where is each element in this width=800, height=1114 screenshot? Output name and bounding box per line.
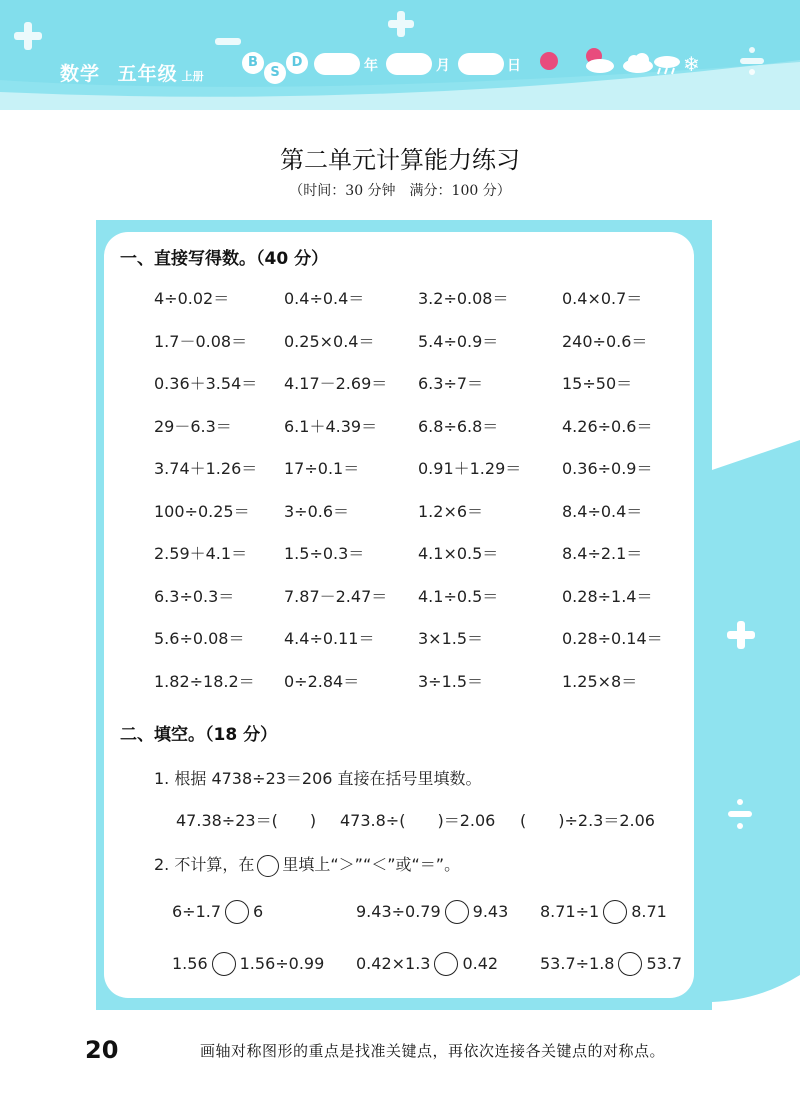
calc-item[interactable]: 5.4÷0.9＝ <box>418 331 499 351</box>
comparison-left: 0.42×1.3 <box>356 954 431 973</box>
comparison-right: 8.71 <box>631 902 667 921</box>
comparison-item <box>172 952 324 976</box>
calc-item[interactable]: 1.82÷18.2＝ <box>154 671 255 691</box>
q2-prompt-before: 2. 不计算，在 <box>154 855 255 874</box>
page-subtitle: （时间：30 分钟 满分：100 分） <box>289 183 511 199</box>
comparison-item <box>356 900 508 924</box>
calc-item[interactable]: 6.8÷6.8＝ <box>418 416 499 436</box>
q2-prompt-after: 里填上“＞”“＜”或“＝”。 <box>282 855 461 874</box>
comparison-item <box>540 952 682 976</box>
calc-item[interactable]: 1.2×6＝ <box>418 501 484 521</box>
q1-item-3[interactable]: ( )÷2.3＝2.06 <box>520 811 655 830</box>
comparison-right: 1.56÷0.99 <box>239 954 325 973</box>
answer-circle[interactable] <box>445 900 469 924</box>
answer-circle[interactable] <box>225 900 249 924</box>
calc-item[interactable]: 6.3÷7＝ <box>418 374 484 393</box>
circle-icon <box>257 855 279 877</box>
calc-item[interactable]: 0.28÷0.14＝ <box>562 629 663 648</box>
calc-item[interactable]: 0.4×0.7＝ <box>562 289 643 308</box>
comparison-left: 9.43÷0.79 <box>356 902 441 921</box>
calc-item[interactable]: 4.26÷0.6＝ <box>562 416 653 436</box>
q1-item-2[interactable]: 473.8÷( )＝2.06 <box>340 811 496 830</box>
calc-item[interactable]: 4.1×0.5＝ <box>418 544 499 563</box>
calc-item[interactable]: 8.4÷0.4＝ <box>562 501 643 521</box>
volume-label: 上册 <box>181 70 204 83</box>
calc-item[interactable]: 3×1.5＝ <box>418 629 484 648</box>
calc-item[interactable]: 4÷0.02＝ <box>154 289 230 308</box>
calc-item[interactable]: 2.59＋4.1＝ <box>154 544 248 563</box>
section1-heading: 一、直接写得数。（40 分） <box>120 249 329 269</box>
calc-item[interactable]: 0.36＋3.54＝ <box>154 374 258 393</box>
comparison-item <box>172 900 263 924</box>
calc-item[interactable]: 17÷0.1＝ <box>284 459 360 478</box>
edition-letter-b: B <box>242 52 264 74</box>
month-label: 月 <box>436 58 450 74</box>
page-number: 20 <box>85 1036 119 1064</box>
calc-item[interactable]: 7.87－2.47＝ <box>284 586 388 606</box>
edition-letter-s: S <box>264 62 286 84</box>
calc-item[interactable]: 0.91＋1.29＝ <box>418 459 522 478</box>
comparison-left: 53.7÷1.8 <box>540 954 615 973</box>
section2-heading: 二、填空。（18 分） <box>120 725 278 745</box>
page-title: 第二单元计算能力练习 <box>280 146 520 174</box>
calc-item[interactable]: 3.74＋1.26＝ <box>154 459 258 478</box>
comparison-left: 8.71÷1 <box>540 902 600 921</box>
calc-item[interactable]: 3÷1.5＝ <box>418 671 484 691</box>
subject-label: 数学 <box>60 63 101 85</box>
q1-item-1[interactable]: 47.38÷23＝( ) <box>176 811 317 830</box>
comparison-item <box>356 952 498 976</box>
calc-item[interactable]: 0.28÷1.4＝ <box>562 586 653 606</box>
calc-item[interactable]: 1.5÷0.3＝ <box>284 544 365 563</box>
grade-label: 五年级 <box>117 63 178 85</box>
calc-item[interactable]: 5.6÷0.08＝ <box>154 629 245 648</box>
calc-item[interactable]: 100÷0.25＝ <box>154 501 250 521</box>
q2-prompt <box>154 852 460 878</box>
answer-circle[interactable] <box>434 952 458 976</box>
snowflake-icon[interactable]: ❄ <box>683 52 700 76</box>
calc-item[interactable]: 0÷2.84＝ <box>284 671 360 691</box>
calc-item[interactable]: 240÷0.6＝ <box>562 331 648 351</box>
calc-item[interactable]: 1.25×8＝ <box>562 671 638 691</box>
calc-item[interactable]: 8.4÷2.1＝ <box>562 544 643 563</box>
calc-item[interactable]: 0.4÷0.4＝ <box>284 289 365 308</box>
calc-item[interactable]: 3.2÷0.08＝ <box>418 289 509 308</box>
year-label: 年 <box>364 58 378 74</box>
comparison-left: 6÷1.7 <box>172 902 222 921</box>
edition-letter-d: D <box>286 52 308 74</box>
calc-item[interactable]: 4.4÷0.11＝ <box>284 629 375 648</box>
calc-item[interactable]: 29－6.3＝ <box>154 416 232 436</box>
answer-circle[interactable] <box>603 900 627 924</box>
calc-item[interactable]: 0.25×0.4＝ <box>284 331 375 351</box>
day-label: 日 <box>507 58 521 74</box>
calc-item[interactable]: 1.7－0.08＝ <box>154 331 248 351</box>
comparison-right: 6 <box>253 902 264 921</box>
calc-item[interactable]: 0.36÷0.9＝ <box>562 459 653 478</box>
calc-item[interactable]: 4.1÷0.5＝ <box>418 586 499 606</box>
calc-item[interactable]: 6.1＋4.39＝ <box>284 416 378 436</box>
calc-item[interactable]: 6.3÷0.3＝ <box>154 586 235 606</box>
calc-item[interactable]: 4.17－2.69＝ <box>284 374 388 393</box>
answer-circle[interactable] <box>212 952 236 976</box>
comparison-right: 53.7 <box>646 954 683 973</box>
comparison-right: 0.42 <box>462 954 499 973</box>
calc-item[interactable]: 3÷0.6＝ <box>284 501 350 521</box>
calc-item[interactable]: 15÷50＝ <box>562 374 633 393</box>
answer-circle[interactable] <box>618 952 642 976</box>
comparison-left: 1.56 <box>172 954 208 973</box>
q1-prompt: 1. 根据 4738÷23＝206 直接在括号里填数。 <box>154 769 482 788</box>
comparison-item <box>540 900 667 924</box>
comparison-right: 9.43 <box>472 902 509 921</box>
footer-tip: 画轴对称图形的重点是找准关键点，再依次连接各关键点的对称点。 <box>200 1042 666 1060</box>
